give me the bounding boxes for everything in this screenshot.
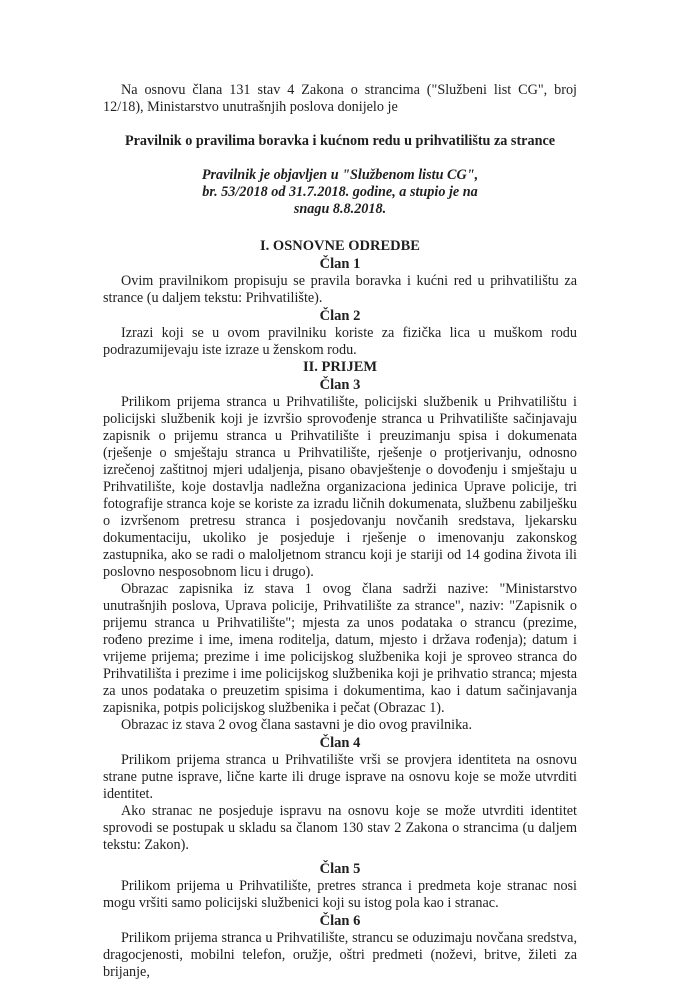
article-6-paragraph-1: Prilikom prijema stranca u Prihvatilište, strancu se oduzimaju novčana sredstva, dragocjenosti, mobilni telefon, oružje, oštri predmeti (noževi, britve, žileti za brijanje,	[103, 930, 577, 980]
article-1-paragraph-1: Ovim pravilnikom propisuju se pravila boravka i kućni red u prihvatilištu za strance (u daljem tekstu: Prihvatilište).	[103, 273, 577, 306]
article-3-paragraph-3: Obrazac iz stava 2 ovog člana sastavni je dio ovog pravilnika.	[121, 717, 473, 733]
article-heading-3: Član 3	[319, 377, 361, 393]
section-heading-1: I. OSNOVNE ODREDBE	[260, 238, 420, 254]
article-heading-5: Član 5	[319, 861, 361, 877]
article-4-paragraph-1: Prilikom prijema stranca u Prihvatilište vrši se provjera identiteta na osnovu strane putne isprave, lične karte ili druge isprave na osnovu koje se može utvrditi identitet.	[103, 752, 577, 802]
article-heading-6: Član 6	[319, 913, 361, 929]
article-3-paragraph-2: Obrazac zapisnika iz stava 1 ovog člana sadrži nazive: "Ministarstvo unutrašnjih poslova, Uprava policije, Prihvatilište za strance", naziv: "Zapisnik o prijemu stranca u Prihvatilište"; mjesta za unos podataka o strancu (prezime, rođeno prezime i ime, imena roditelja, datum, mjesto i država rođenja); datum i vrijeme prijema; prezime i ime policijskog službenika koji je sproveo stranca do Prihvatilišta i prezime i ime policijskog službenika koji je prihvatio stranca; mjesta za unos podataka o preuzetim spisima i dokumentima, kao i datum sačinjavanja zapisnika, potpis policijskog službenika i pečat (Obrazac 1).	[103, 581, 577, 716]
article-heading-1: Član 1	[319, 256, 361, 272]
section-heading-2: II. PRIJEM	[302, 359, 378, 375]
article-2-paragraph-1: Izrazi koji se u ovom pravilniku koriste za fizička lica u muškom rodu podrazumijevaju iste izraze u ženskom rodu.	[103, 325, 577, 358]
article-4-paragraph-2: Ako stranac ne posjeduje ispravu na osnovu koje se može utvrditi identitet sprovodi se postupak u skladu sa članom 130 stav 2 Zakona o strancima (u daljem tekstu: Zakon).	[103, 803, 577, 853]
preamble: Na osnovu člana 131 stav 4 Zakona o strancima ("Službeni list CG", broj 12/18), Ministarstvo unutrašnjih poslova donijelo je	[103, 82, 577, 115]
publication-note: Pravilnik je objavljen u "Službenom listu CG", br. 53/2018 od 31.7.2018. godine, a stupio je na snagu 8.8.2018.	[201, 167, 479, 217]
article-heading-4: Član 4	[319, 735, 361, 751]
document-page	[103, 82, 577, 981]
document-title: Pravilnik o pravilima boravka i kućnom redu u prihvatilištu za strance	[124, 133, 556, 149]
article-heading-2: Član 2	[319, 308, 361, 324]
article-5-paragraph-1: Prilikom prijema u Prihvatilište, pretres stranca i predmeta koje stranac nosi mogu vršiti samo policijski službenici koji su istog pola kao i stranac.	[103, 878, 577, 911]
article-3-paragraph-1: Prilikom prijema stranca u Prihvatilište, policijski službenik u Prihvatilištu i policijski službenik koji je izvršio sprovođenje stranca u Prihvatilište sačinjavaju zapisnik o prijemu stranca u Prihvatilište i preuzimanju spisa i dokumenata (rješenje o smještaju stranca u Prihvatilište, rješenje o protjerivanju, odnosno izrečenoj zaštitnoj mjeri udaljenja, pisano obavještenje o dovođenju i smještaju u Prihvatilište, koje dostavlja nadležna organizaciona jedinica Uprave policije, tri fotografije stranca koje se koriste za izradu ličnih dokumenata, službenu zabilješku o izvršenom pretresu stranca i posjedovanju novčanih sredstava, ljekarsku dokumentaciju, ukoliko je posjeduje i rješenje o imenovanju zakonskog zastupnika, ako se radi o maloljetnom strancu koji je stariji od 14 godina života ili poslovno nesposobnom licu i drugo).	[103, 394, 577, 580]
